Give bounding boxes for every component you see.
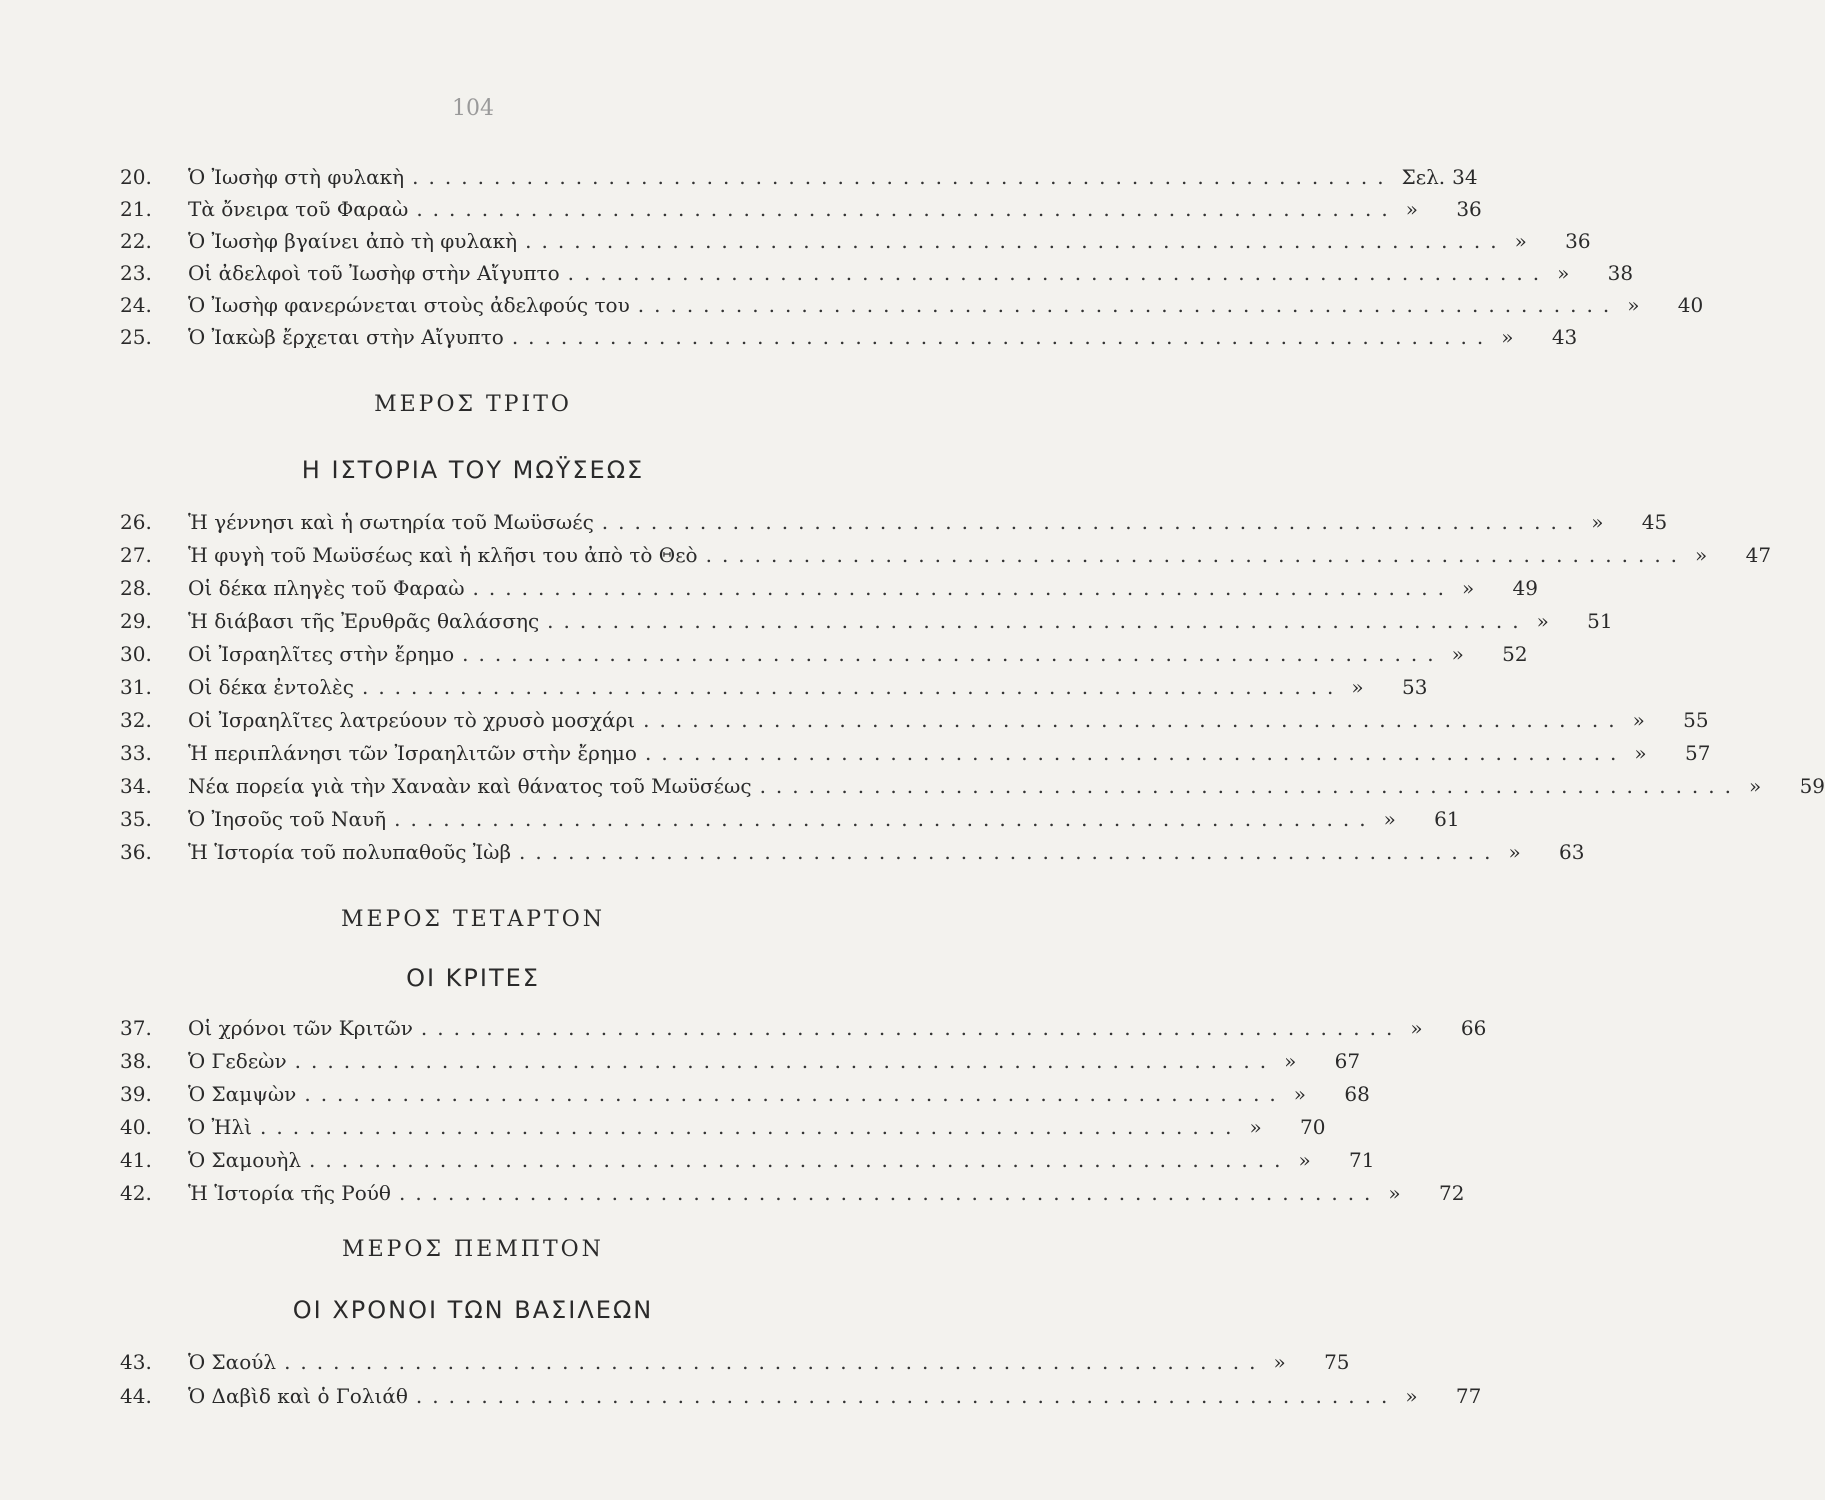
entry-number: 44. bbox=[120, 1384, 152, 1408]
page-ref-marker: » bbox=[1273, 1350, 1286, 1374]
entry-title: Ὁ Σαμψὼν bbox=[188, 1082, 297, 1106]
entry-title: Οἱ χρόνοι τῶν Κριτῶν bbox=[188, 1016, 413, 1040]
toc-entry bbox=[120, 165, 1478, 197]
page-ref-marker: » bbox=[1749, 774, 1762, 798]
entry-number: 37. bbox=[120, 1016, 152, 1040]
dot-leader: ............................................................ bbox=[416, 197, 1398, 221]
toc-entry bbox=[120, 708, 1709, 740]
toc-entry bbox=[120, 1148, 1375, 1180]
entry-page: 61 bbox=[1434, 807, 1460, 831]
page-ref-marker: » bbox=[1351, 675, 1364, 699]
dot-leader: ............................................................ bbox=[637, 293, 1620, 317]
entry-page: 51 bbox=[1587, 609, 1613, 633]
entry-title: Ἡ περιπλάνησι τῶν Ἰσραηλιτῶν στὴν ἔρημο bbox=[188, 741, 637, 765]
dot-leader: ............................................................ bbox=[643, 708, 1625, 732]
dot-leader: ............................................................ bbox=[309, 1148, 1291, 1172]
page-ref-marker: » bbox=[1249, 1115, 1262, 1139]
entry-title: Ἡ Ἱστορία τοῦ πολυπαθοῦς Ἰὼβ bbox=[188, 840, 512, 864]
toc-entry bbox=[120, 543, 1772, 575]
toc-entry bbox=[120, 1082, 1370, 1114]
toc-entry bbox=[120, 840, 1585, 872]
section-heading: ΟΙ ΧΡΟΝΟΙ ΤΩΝ ΒΑΣΙΛΕΩΝ bbox=[292, 1296, 654, 1324]
dot-leader: ............................................................ bbox=[412, 165, 1394, 189]
entry-title: Οἱ ἀδελφοὶ τοῦ Ἰωσὴφ στὴν Αἴγυπτο bbox=[188, 261, 560, 285]
entry-title: Ὁ Δαβὶδ καὶ ὁ Γολιάθ bbox=[188, 1384, 408, 1408]
dot-leader: ............................................................ bbox=[462, 642, 1444, 666]
entry-number: 29. bbox=[120, 609, 152, 633]
part-heading: ΜΕΡΟΣ ΤΡΙΤΟ bbox=[374, 392, 572, 417]
entry-number: 40. bbox=[120, 1115, 152, 1139]
dot-leader: ............................................................ bbox=[519, 840, 1501, 864]
page-number: 104 bbox=[452, 96, 494, 121]
page-ref-marker: » bbox=[1410, 1016, 1423, 1040]
entry-title: Ὁ Ἰακὼβ ἔρχεται στὴν Αἴγυπτο bbox=[188, 325, 504, 349]
entry-number: 34. bbox=[120, 774, 152, 798]
entry-title: Ὁ Σαμουὴλ bbox=[188, 1148, 302, 1172]
entry-title: Ὁ Ἰωσὴφ φανερώνεται στοὺς ἀδελφούς του bbox=[188, 293, 630, 317]
entry-title: Οἱ δέκα πληγὲς τοῦ Φαραὼ bbox=[188, 576, 465, 600]
toc-entry bbox=[120, 293, 1704, 325]
toc-entry bbox=[120, 642, 1528, 674]
section-heading: ΟΙ ΚΡΙΤΕΣ bbox=[406, 964, 540, 992]
entry-title: Ὁ Ἰωσὴφ βγαίνει ἀπὸ τὴ φυλακὴ bbox=[188, 229, 518, 253]
dot-leader: ............................................................ bbox=[361, 675, 1344, 699]
entry-number: 23. bbox=[120, 261, 152, 285]
page-ref-marker: » bbox=[1405, 1384, 1418, 1408]
page-ref-marker: » bbox=[1634, 741, 1647, 765]
entry-page: 63 bbox=[1559, 840, 1585, 864]
dot-leader: ............................................................ bbox=[472, 576, 1454, 600]
toc-entry bbox=[120, 1350, 1350, 1382]
entry-title: Νέα πορεία γιὰ τὴν Χαναὰν καὶ θάνατος τοῦ Μωϋσέως bbox=[188, 774, 752, 798]
entry-page: 71 bbox=[1349, 1148, 1375, 1172]
dot-leader: ............................................................ bbox=[260, 1115, 1242, 1139]
entry-title: Τὰ ὄνειρα τοῦ Φαραὼ bbox=[188, 197, 409, 221]
page-ref-marker: » bbox=[1383, 807, 1396, 831]
entry-number: 41. bbox=[120, 1148, 152, 1172]
dot-leader: ............................................................ bbox=[759, 774, 1742, 798]
page-ref-marker: » bbox=[1695, 543, 1708, 567]
dot-leader: ............................................................ bbox=[644, 741, 1627, 765]
toc-entry bbox=[120, 1115, 1326, 1147]
entry-page: 66 bbox=[1460, 1016, 1487, 1040]
toc-entry bbox=[120, 609, 1613, 641]
entry-number: 27. bbox=[120, 543, 152, 567]
page-ref-marker: » bbox=[1501, 325, 1514, 349]
dot-leader: ............................................................ bbox=[304, 1082, 1286, 1106]
page-ref-marker: » bbox=[1284, 1049, 1297, 1073]
dot-leader: ............................................................ bbox=[705, 543, 1688, 567]
entry-number: 36. bbox=[120, 840, 152, 864]
entry-page: 67 bbox=[1334, 1049, 1361, 1073]
toc-entry bbox=[120, 510, 1668, 542]
toc-entry bbox=[120, 325, 1578, 357]
entry-page: 75 bbox=[1324, 1350, 1350, 1374]
entry-page: 49 bbox=[1512, 576, 1538, 600]
toc-entry bbox=[120, 576, 1538, 608]
toc-entry bbox=[120, 1181, 1465, 1213]
page-ref-marker: » bbox=[1293, 1082, 1307, 1106]
entry-page: 34 bbox=[1452, 165, 1478, 189]
entry-page: 52 bbox=[1502, 642, 1528, 666]
part-heading: ΜΕΡΟΣ ΠΕΜΠΤΟΝ bbox=[342, 1237, 604, 1262]
entry-number: 32. bbox=[120, 708, 152, 732]
entry-number: 38. bbox=[120, 1049, 152, 1073]
part-heading: ΜΕΡΟΣ ΤΕΤΑΡΤΟΝ bbox=[340, 907, 606, 932]
entry-number: 22. bbox=[120, 229, 152, 253]
entry-page: 68 bbox=[1344, 1082, 1370, 1106]
entry-page: 77 bbox=[1455, 1384, 1482, 1408]
entry-title: Ὁ Σαούλ bbox=[188, 1350, 277, 1374]
entry-number: 25. bbox=[120, 325, 152, 349]
page-ref-marker: Σελ. bbox=[1401, 165, 1446, 189]
entry-title: Ὁ Ἰησοῦς τοῦ Ναυῆ bbox=[188, 807, 387, 831]
entry-number: 26. bbox=[120, 510, 152, 534]
page-ref-marker: » bbox=[1514, 229, 1527, 253]
toc-entry bbox=[120, 261, 1634, 293]
dot-leader: ............................................................ bbox=[394, 807, 1376, 831]
entry-title: Ἡ φυγὴ τοῦ Μωϋσέως καὶ ἡ κλῆσι του ἀπὸ τὸ Θεὸ bbox=[188, 543, 698, 567]
dot-leader: ............................................................ bbox=[398, 1181, 1381, 1205]
page-ref-marker: » bbox=[1405, 197, 1419, 221]
entry-number: 30. bbox=[120, 642, 152, 666]
toc-entry bbox=[120, 1049, 1361, 1081]
entry-page: 47 bbox=[1745, 543, 1772, 567]
entry-page: 38 bbox=[1607, 261, 1634, 285]
toc-entry bbox=[120, 807, 1460, 839]
entry-page: 36 bbox=[1565, 229, 1591, 253]
entry-title: Ἡ διάβασι τῆς Ἐρυθρᾶς θαλάσσης bbox=[188, 609, 540, 633]
section-heading: Η ΙΣΤΟΡΙΑ ΤΟΥ ΜΩΫΣΕΩΣ bbox=[301, 456, 645, 484]
entry-number: 43. bbox=[120, 1350, 152, 1374]
entry-page: 43 bbox=[1551, 325, 1578, 349]
dot-leader: ............................................................ bbox=[420, 1016, 1403, 1040]
page-ref-marker: » bbox=[1388, 1181, 1401, 1205]
entry-number: 31. bbox=[120, 675, 152, 699]
page-ref-marker: » bbox=[1632, 708, 1645, 732]
entry-number: 20. bbox=[120, 165, 152, 189]
dot-leader: ............................................................ bbox=[284, 1350, 1266, 1374]
entry-page: 55 bbox=[1683, 708, 1709, 732]
dot-leader: ............................................................ bbox=[294, 1049, 1277, 1073]
page-ref-marker: » bbox=[1298, 1148, 1311, 1172]
entry-number: 33. bbox=[120, 741, 152, 765]
toc-entry bbox=[120, 1384, 1482, 1416]
dot-leader: ............................................................ bbox=[511, 325, 1494, 349]
dot-leader: ............................................................ bbox=[415, 1384, 1398, 1408]
toc-entry bbox=[120, 741, 1711, 773]
dot-leader: ............................................................ bbox=[525, 229, 1507, 253]
entry-number: 21. bbox=[120, 197, 152, 221]
page-ref-marker: » bbox=[1536, 609, 1549, 633]
toc-entry bbox=[120, 1016, 1487, 1048]
entry-page: 40 bbox=[1677, 293, 1704, 317]
entry-title: Ἡ Ἱστορία τῆς Ρούθ bbox=[188, 1181, 391, 1205]
entry-page: 59 bbox=[1799, 774, 1825, 798]
page-ref-marker: » bbox=[1508, 840, 1521, 864]
entry-number: 24. bbox=[120, 293, 152, 317]
entry-title: Οἱ Ἰσραηλῖτες στὴν ἔρημο bbox=[188, 642, 455, 666]
page-ref-marker: » bbox=[1591, 510, 1604, 534]
dot-leader: ............................................................ bbox=[601, 510, 1584, 534]
entry-page: 72 bbox=[1438, 1181, 1465, 1205]
entry-number: 39. bbox=[120, 1082, 152, 1106]
toc-entry bbox=[120, 774, 1825, 806]
toc-entry bbox=[120, 197, 1482, 229]
entry-page: 53 bbox=[1401, 675, 1428, 699]
entry-title: Οἱ δέκα ἐντολὲς bbox=[188, 675, 354, 699]
entry-page: 36 bbox=[1456, 197, 1482, 221]
entry-title: Ὁ Γεδεὼν bbox=[188, 1049, 287, 1073]
toc-entry bbox=[120, 229, 1591, 261]
entry-title: Ἡ γέννησι καὶ ἡ σωτηρία τοῦ Μωϋσωές bbox=[188, 510, 594, 534]
page-ref-marker: » bbox=[1451, 642, 1464, 666]
page-ref-marker: » bbox=[1557, 261, 1570, 285]
entry-number: 35. bbox=[120, 807, 152, 831]
entry-page: 70 bbox=[1300, 1115, 1326, 1139]
page-ref-marker: » bbox=[1627, 293, 1640, 317]
page-ref-marker: » bbox=[1461, 576, 1475, 600]
entry-number: 42. bbox=[120, 1181, 152, 1205]
entry-title: Ὁ Ἰωσὴφ στὴ φυλακὴ bbox=[188, 165, 405, 189]
entry-number: 28. bbox=[120, 576, 152, 600]
entry-page: 57 bbox=[1684, 741, 1711, 765]
dot-leader: ............................................................ bbox=[567, 261, 1550, 285]
entry-title: Ὁ Ἠλὶ bbox=[188, 1115, 253, 1139]
toc-entry bbox=[120, 675, 1428, 707]
entry-page: 45 bbox=[1641, 510, 1668, 534]
entry-title: Οἱ Ἰσραηλῖτες λατρεύουν τὸ χρυσὸ μοσχάρι bbox=[188, 708, 636, 732]
dot-leader: ............................................................ bbox=[547, 609, 1529, 633]
